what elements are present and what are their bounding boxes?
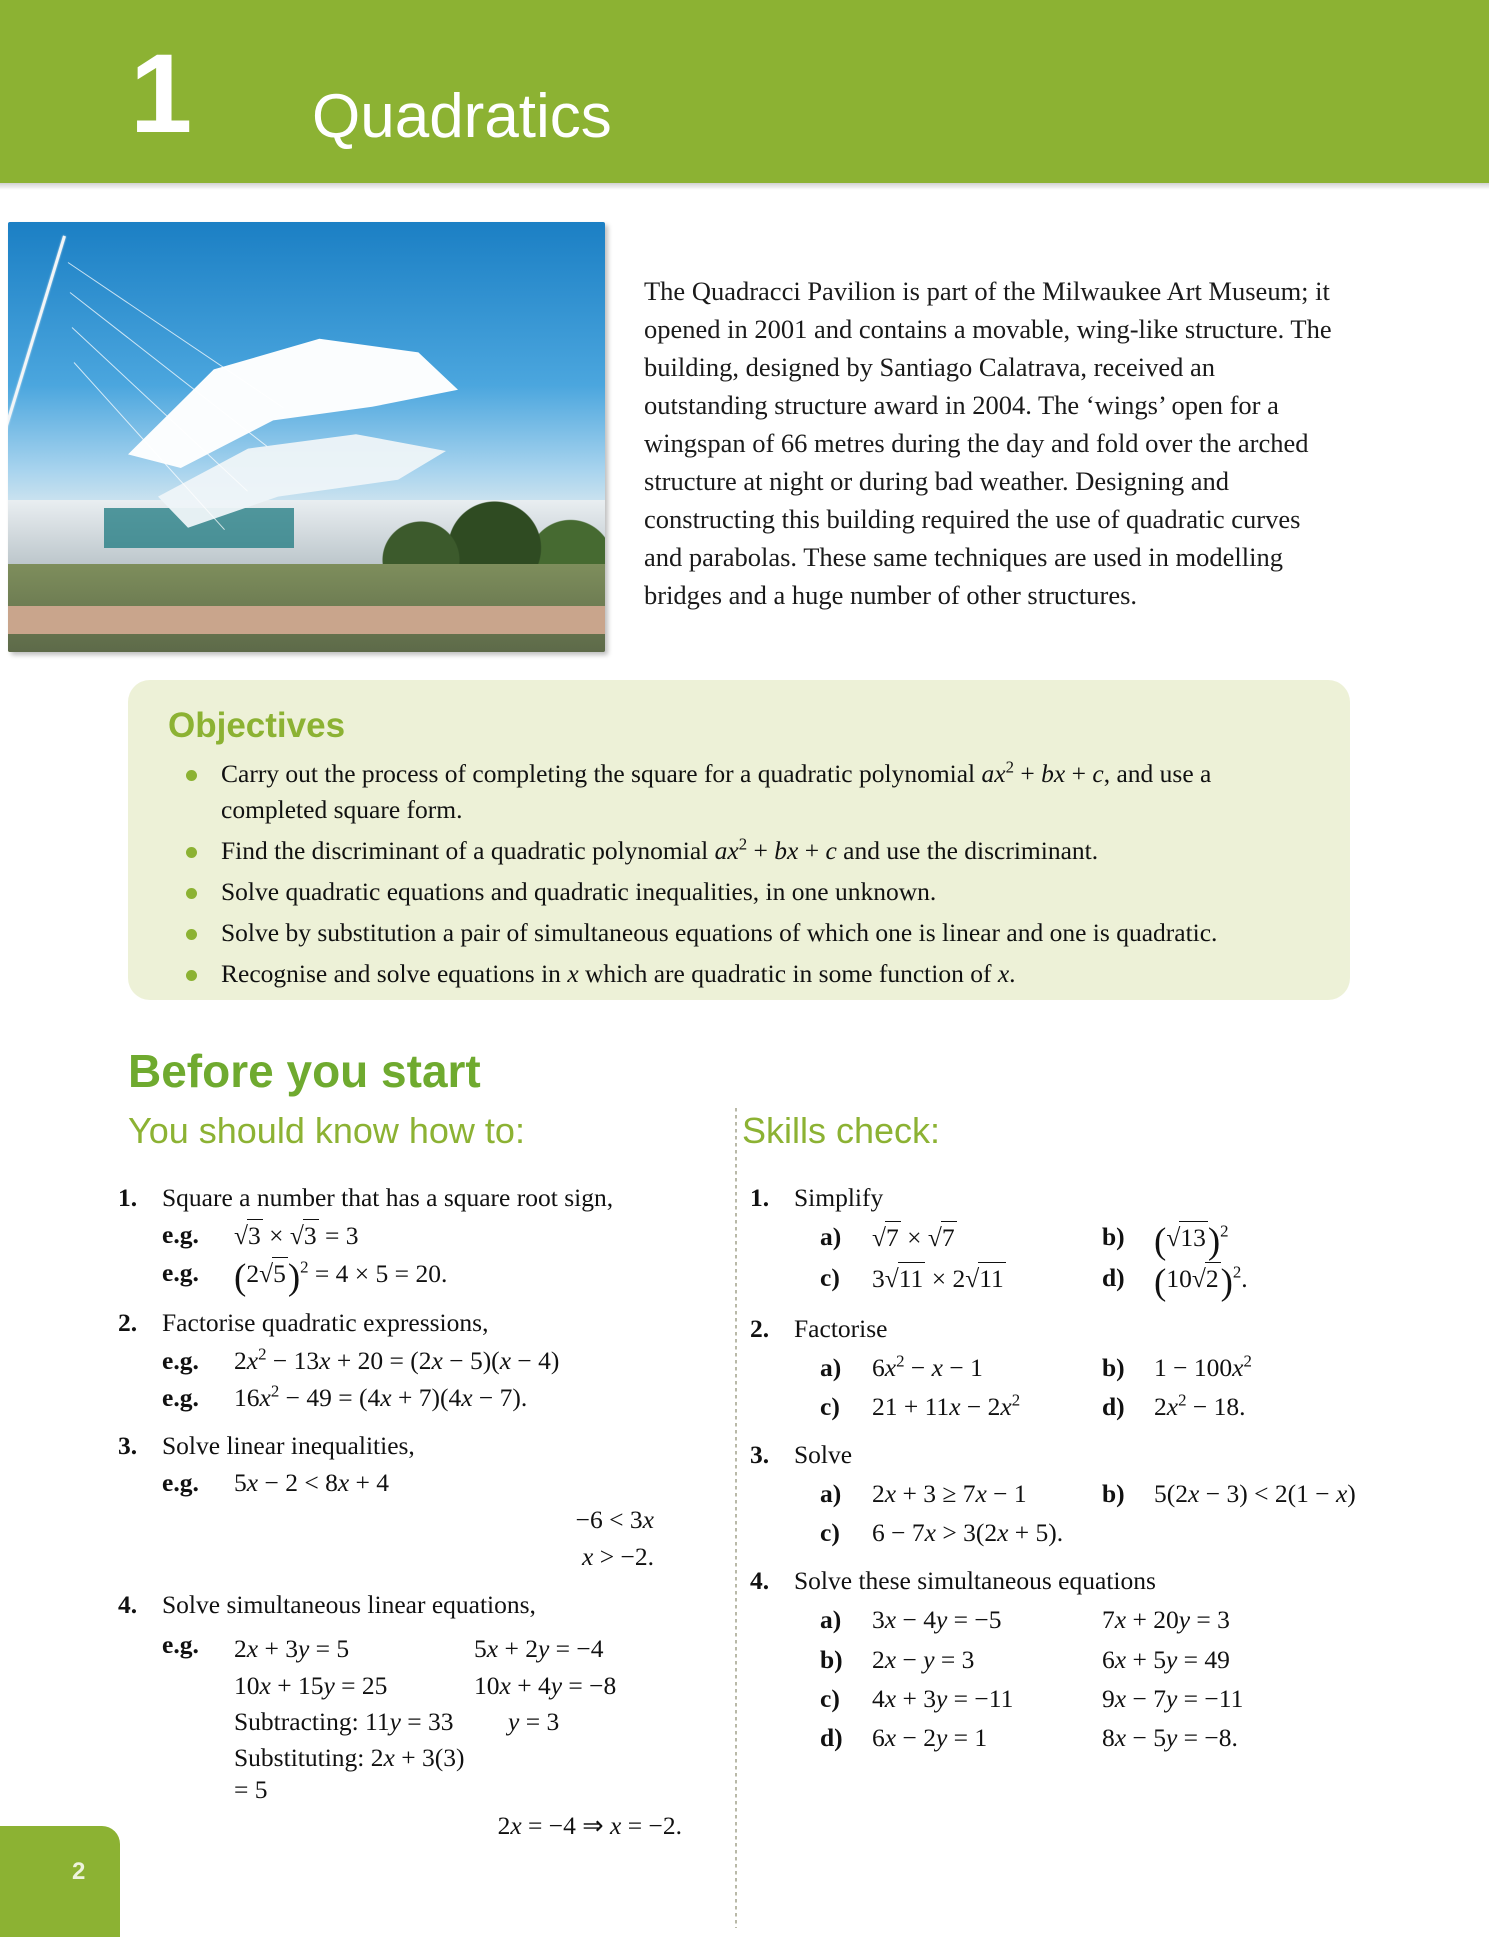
- example-expression: 5x − 2 < 8x + 4: [234, 1467, 390, 1497]
- objective-text: Solve by substitution a pair of simultaneous equations of which one is linear and one is quadratic.: [221, 918, 1218, 947]
- photo-walkway: [8, 606, 605, 634]
- objective-item: [168, 756, 1310, 828]
- chapter-number: 1: [130, 31, 191, 156]
- part-key: a): [820, 1605, 842, 1635]
- part-value-second: 8x − 5y = −8.: [1102, 1722, 1238, 1752]
- equation-right: y = 3: [508, 1706, 560, 1736]
- part-value-second: 9x − 7y = −11: [1102, 1683, 1244, 1713]
- equation-line: [234, 1810, 728, 1842]
- answer-row: [820, 1683, 1370, 1715]
- intro-paragraph: The Quadracci Pavilion is part of the Milwaukee Art Museum; it opened in 2001 and contains a movable, wing-like structure. The building, designed by Santiago Calatrava, received an outstanding structure award in 2004. The ‘wings’ open for a wingspan of 66 metres during the day and fold over the arched structure at night or during bad weather. Designing and constructing this building required the use of quadratic curves and parabolas. These same techniques are used in modelling bridges and a huge number of other structures.: [644, 276, 1332, 610]
- answers-grid: [794, 1352, 1370, 1423]
- example-row: [162, 1219, 728, 1252]
- part-key: b): [1102, 1352, 1125, 1382]
- item-number: 3.: [118, 1430, 138, 1460]
- part-value: $2x^2 - 18$.: [1154, 1390, 1246, 1421]
- example-row: [162, 1467, 728, 1499]
- example-row: [162, 1255, 728, 1297]
- part-value: $6x^2 - x - 1$: [872, 1351, 983, 1382]
- answer-row: [820, 1604, 1370, 1636]
- equation-line: [234, 1706, 728, 1738]
- objective-item: [168, 833, 1310, 869]
- part-key: c): [820, 1683, 840, 1713]
- answer-row: [820, 1517, 1370, 1549]
- part-key: c): [820, 1391, 840, 1421]
- answer-row: [820, 1260, 1370, 1302]
- column-divider: [735, 1108, 737, 1928]
- objectives-panel: [128, 680, 1350, 1000]
- item-number: 1.: [118, 1183, 138, 1212]
- item-text: Factorise: [794, 1313, 888, 1343]
- objective-text: Find the discriminant of a quadratic polynomial $ax^2$ + bx + c and use the discriminant.: [221, 834, 1099, 865]
- item-number: 4.: [750, 1566, 770, 1596]
- bullet-icon: [186, 929, 197, 940]
- item-text: Square a number that has a square root sign,: [162, 1183, 614, 1212]
- item-text: Solve these simultaneous equations: [794, 1566, 1156, 1596]
- page-number-tab: [0, 1826, 120, 1937]
- know-how-item-4: [118, 1589, 728, 1842]
- objective-item: [168, 874, 1310, 910]
- eg-label: e.g.: [162, 1382, 199, 1412]
- item-text: Solve: [794, 1439, 853, 1469]
- equation-line: [234, 1742, 728, 1806]
- part-key: a): [820, 1222, 842, 1252]
- objective-item: [168, 956, 1310, 992]
- item-text: Simplify: [794, 1183, 884, 1212]
- skills-check-column: [750, 1182, 1370, 1765]
- part-key: c): [820, 1263, 840, 1293]
- objectives-heading: Objectives: [168, 706, 346, 745]
- item-text: Solve simultaneous linear equations,: [162, 1590, 536, 1620]
- pavilion-photo: [8, 222, 605, 652]
- before-you-start-title: Before you start: [128, 1045, 481, 1097]
- eg-label: e.g.: [162, 1630, 199, 1660]
- know-how-item-1: [118, 1182, 728, 1297]
- part-key: b): [1102, 1222, 1125, 1252]
- know-how-to-column: [118, 1182, 728, 1853]
- objective-item: [168, 915, 1310, 951]
- example-expression: $16x^2 - 49 = (4x + 7)(4x - 7)$.: [234, 1381, 528, 1412]
- eg-label: e.g.: [162, 1258, 199, 1288]
- bullet-icon: [186, 847, 197, 858]
- item-number: 2.: [118, 1308, 138, 1338]
- part-value: 5(2x − 3) < 2(1 − x): [1154, 1479, 1356, 1509]
- objectives-list: [168, 756, 1310, 992]
- photo-cable: [68, 262, 284, 408]
- equation-left: 2x = −4 ⇒ x = −2.: [497, 1811, 682, 1841]
- part-value: $(10√2)^2$.: [1154, 1260, 1248, 1302]
- part-key: d): [1102, 1263, 1125, 1293]
- example-expression: [234, 1629, 728, 1842]
- chapter-header-band: [0, 0, 1489, 183]
- part-key: a): [820, 1352, 842, 1382]
- objective-text: Carry out the process of completing the square for a quadratic polynomial $ax^2$ + bx + c, and use a completed square form.: [221, 757, 1212, 824]
- equation-line: [234, 1633, 728, 1665]
- eg-label: e.g.: [162, 1345, 199, 1375]
- part-value: 6 − 7x > 3(2x + 5).: [872, 1518, 1064, 1548]
- eg-label: [162, 1504, 234, 1536]
- part-value: $(√13)^2$: [1154, 1219, 1229, 1261]
- example-row: [162, 1504, 728, 1536]
- part-key: b): [1102, 1479, 1125, 1509]
- part-value-second: 6x + 5y = 49: [1102, 1644, 1230, 1674]
- example-expression: −6 < 3x: [575, 1505, 654, 1535]
- bullet-icon: [186, 770, 197, 781]
- part-key: c): [820, 1518, 840, 1548]
- skills-check-item-2: [750, 1313, 1370, 1423]
- objective-text: Recognise and solve equations in x which are quadratic in some function of x.: [221, 959, 1016, 988]
- part-key: d): [1102, 1391, 1125, 1421]
- example-expression: √3 × √3 = 3: [234, 1219, 728, 1252]
- part-value: 3√11 × 2√11: [872, 1262, 1102, 1296]
- part-value: 3x − 4y = −5: [872, 1605, 1002, 1635]
- objective-text: Solve quadratic equations and quadratic inequalities, in one unknown.: [221, 877, 937, 906]
- part-value: 2x + 3 ≥ 7x − 1: [872, 1479, 1027, 1509]
- skills-check-item-4: [750, 1565, 1370, 1754]
- part-value: 4x + 3y = −11: [872, 1683, 1014, 1713]
- part-value: $21 + 11x - 2x^2$: [872, 1390, 1021, 1421]
- item-number: 1.: [750, 1183, 770, 1212]
- eg-label: e.g.: [162, 1467, 199, 1497]
- equation-line: [234, 1670, 728, 1702]
- answer-row: [820, 1391, 1370, 1423]
- example-row: [162, 1541, 728, 1573]
- know-how-to-heading: You should know how to:: [128, 1110, 525, 1151]
- equation-right: 10x + 4y = −8: [474, 1670, 617, 1700]
- example-expression: $(2√5)^2 = 4 \times 5 = 20$.: [234, 1255, 448, 1297]
- eg-label: e.g.: [162, 1220, 199, 1250]
- bullet-icon: [186, 970, 197, 981]
- example-row: [162, 1629, 728, 1842]
- equation-right: 5x + 2y = −4: [474, 1634, 604, 1664]
- skills-check-heading: Skills check:: [742, 1110, 941, 1151]
- example-expression: x > −2.: [582, 1542, 654, 1572]
- know-how-item-3: [118, 1430, 728, 1574]
- part-value: $1 - 100x^2$: [1154, 1351, 1252, 1382]
- equation-left: Subtracting: 11y = 33: [234, 1706, 454, 1736]
- example-row: [162, 1382, 728, 1414]
- part-value: 2x − y = 3: [872, 1644, 975, 1674]
- chapter-title: Quadratics: [312, 82, 612, 151]
- answer-row: [820, 1219, 1370, 1261]
- skills-check-item-1: [750, 1182, 1370, 1302]
- page-number: 2: [72, 1858, 86, 1885]
- item-number: 2.: [750, 1313, 770, 1343]
- example-expression: $2x^2 - 13x + 20 = (2x - 5)(x - 4)$: [234, 1344, 560, 1375]
- equation-left: Substituting: 2x + 3(3) = 5: [234, 1742, 465, 1804]
- item-number: 4.: [118, 1590, 138, 1620]
- skills-check-item-3: [750, 1439, 1370, 1549]
- answer-row: [820, 1352, 1370, 1384]
- item-text: Solve linear inequalities,: [162, 1430, 415, 1460]
- item-text: Factorise quadratic expressions,: [162, 1308, 489, 1338]
- answer-row: [820, 1644, 1370, 1676]
- answer-row: [820, 1722, 1370, 1754]
- equation-left: 2x + 3y = 5: [234, 1634, 350, 1664]
- eg-label: [162, 1541, 234, 1573]
- part-key: b): [820, 1644, 843, 1674]
- bullet-icon: [186, 888, 197, 899]
- part-key: d): [820, 1722, 843, 1752]
- part-value: 6x − 2y = 1: [872, 1722, 988, 1752]
- example-row: [162, 1345, 728, 1377]
- know-how-item-2: [118, 1307, 728, 1413]
- part-value-second: 7x + 20y = 3: [1102, 1605, 1230, 1635]
- part-key: a): [820, 1479, 842, 1509]
- item-number: 3.: [750, 1439, 770, 1469]
- equation-left: 10x + 15y = 25: [234, 1670, 388, 1700]
- answers-grid: [794, 1604, 1370, 1754]
- part-value: √7 × √7: [872, 1221, 1102, 1255]
- answers-grid: [794, 1219, 1370, 1302]
- answers-grid: [794, 1478, 1370, 1549]
- answer-row: [820, 1478, 1370, 1510]
